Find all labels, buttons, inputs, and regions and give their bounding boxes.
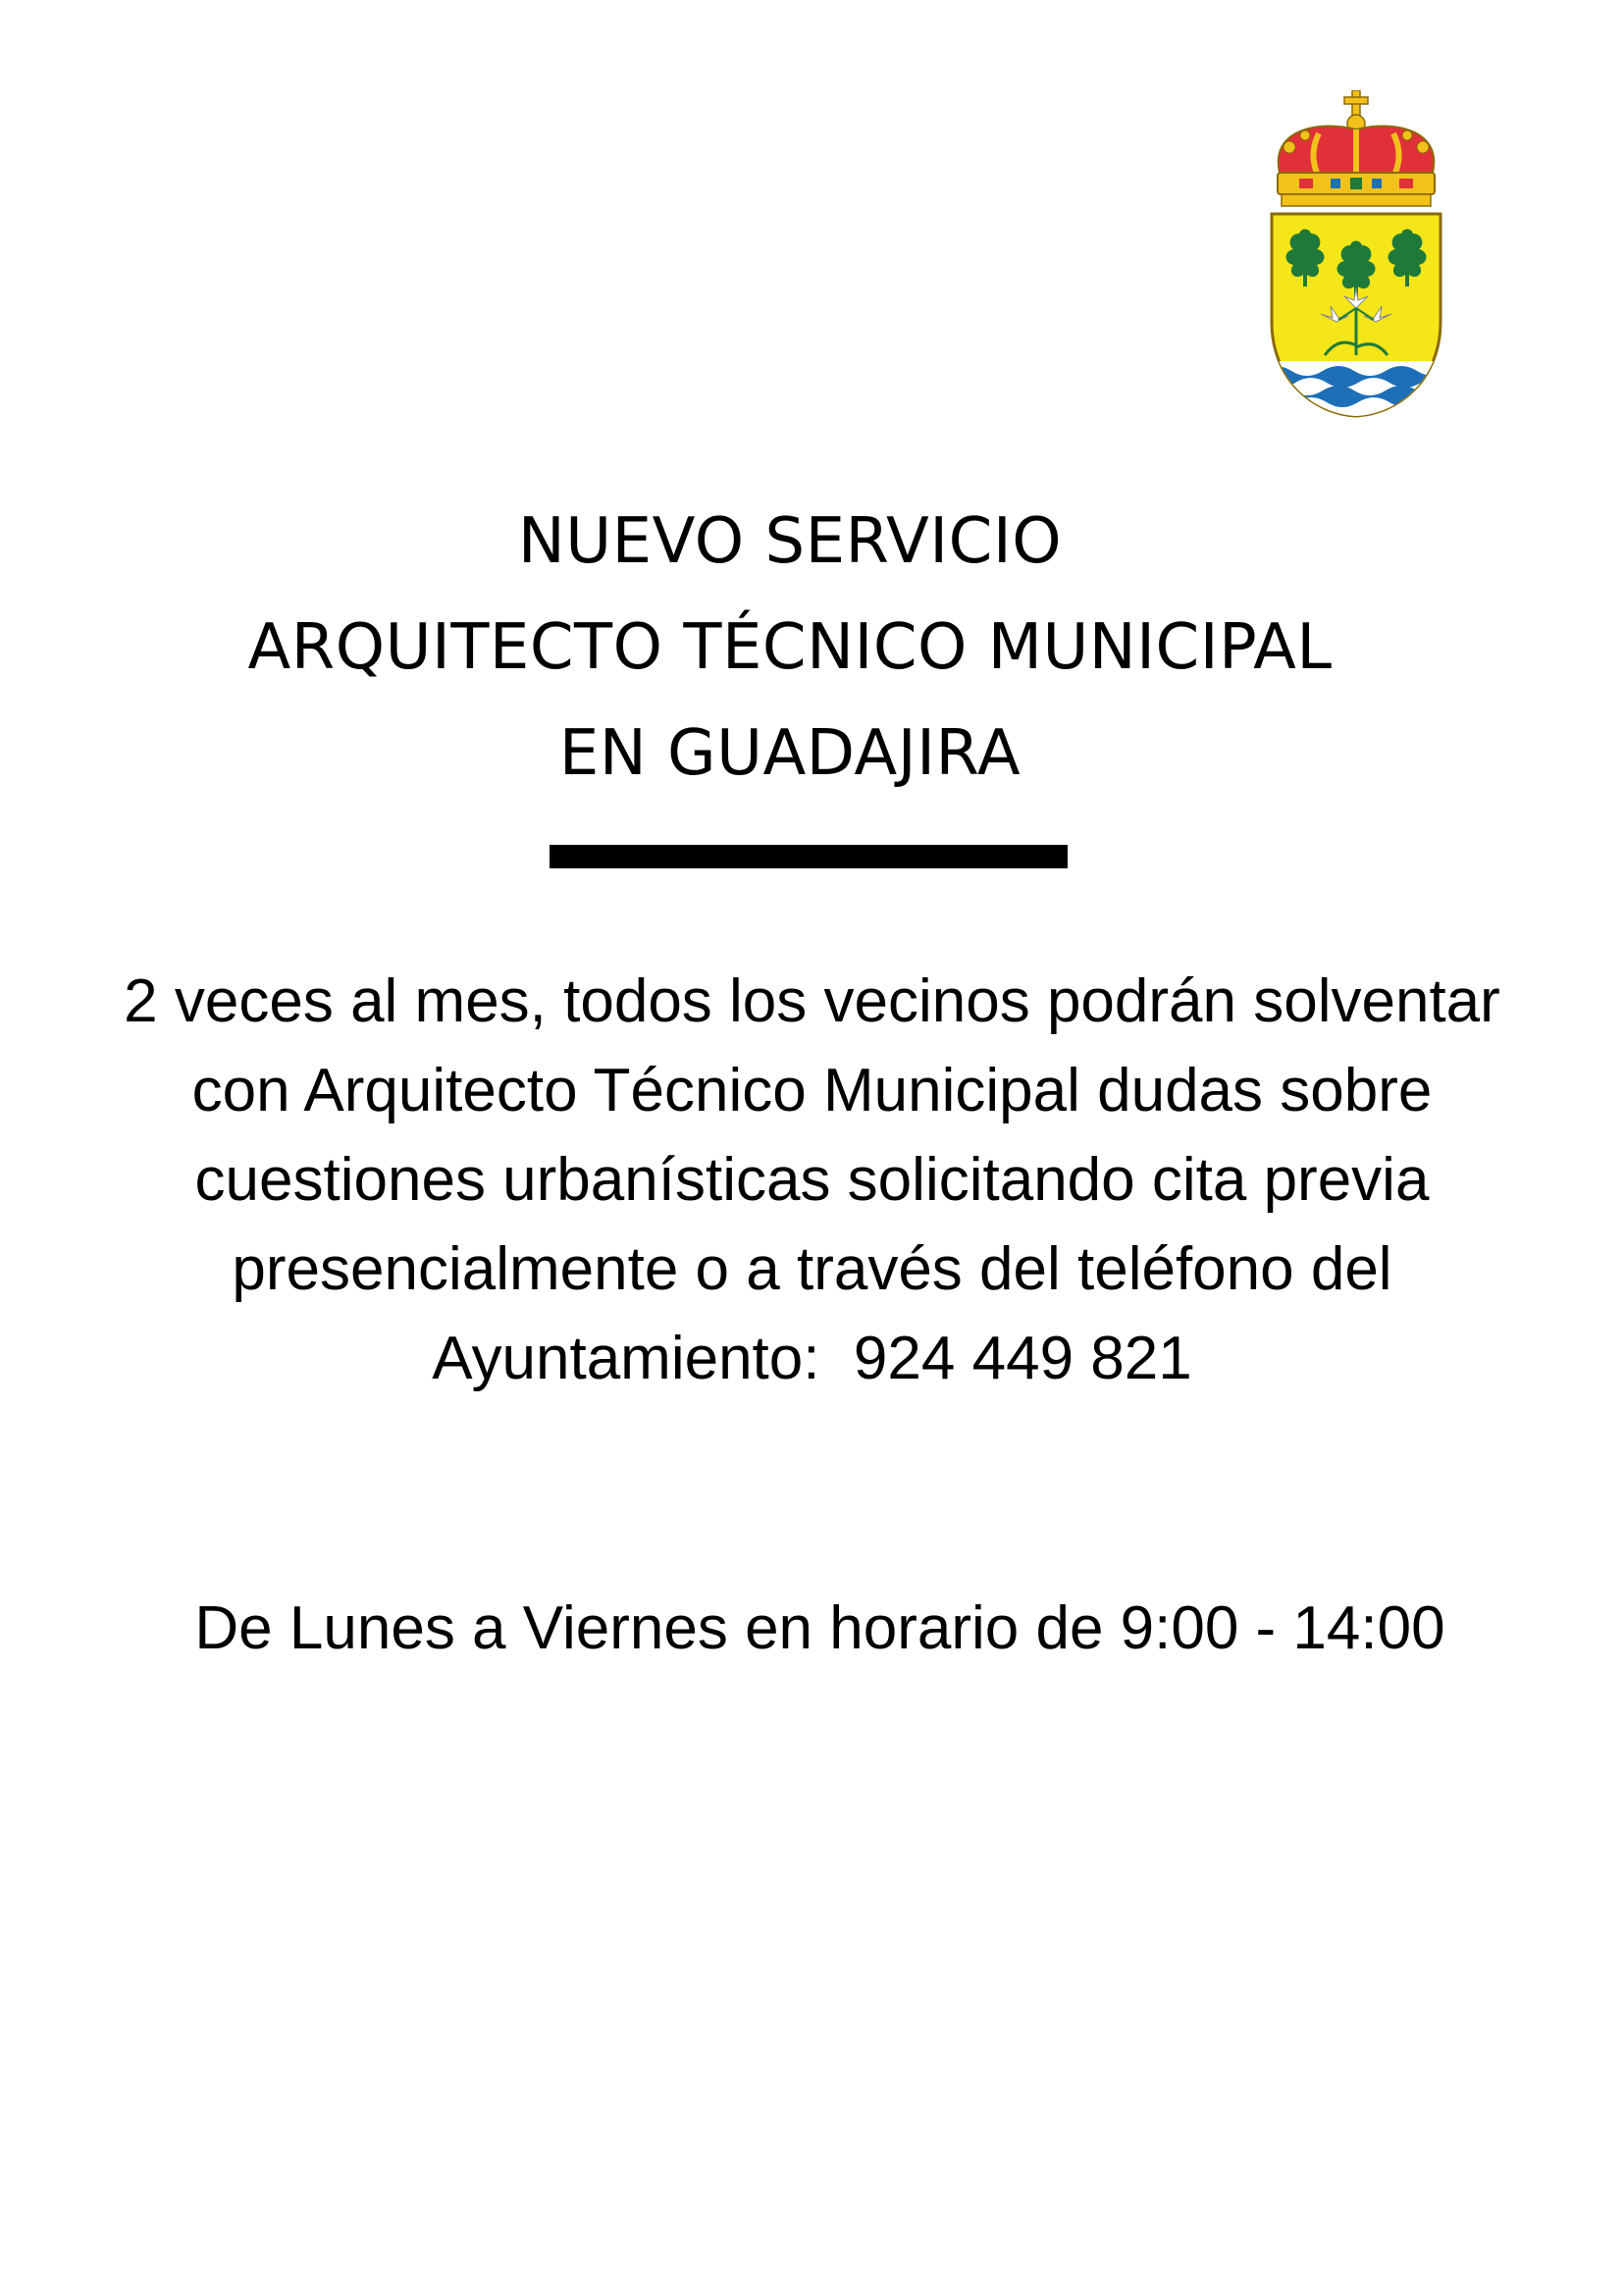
- notice-body: [59, 957, 1565, 1403]
- title-line-2: ARQUITECTO TÉCNICO MUNICIPAL: [247, 611, 1333, 684]
- notice-title: [0, 489, 1580, 807]
- title-line-1: NUEVO SERVICIO: [517, 505, 1063, 578]
- body-line-3: cuestiones urbanísticas solicitando cita previa: [194, 1146, 1430, 1214]
- divider-bar: [550, 845, 1068, 868]
- body-line-5: Ayuntamiento: 924 449 821: [432, 1325, 1192, 1392]
- schedule-text: De Lunes a Viernes en horario de 9:00 - 14:00: [194, 1594, 1445, 1662]
- body-line-4: presencialmente o a través del teléfono del: [232, 1235, 1392, 1303]
- crown-icon: [1278, 115, 1435, 206]
- title-line-3: EN GUADAJIRA: [558, 717, 1022, 790]
- body-line-1: 2 veces al mes, todos los vecinos podrán solventar: [124, 967, 1500, 1035]
- crown-cross-icon: [1344, 90, 1368, 116]
- body-line-2: con Arquitecto Técnico Municipal dudas sobre: [191, 1057, 1433, 1124]
- coat-of-arms-logo: [1260, 90, 1452, 420]
